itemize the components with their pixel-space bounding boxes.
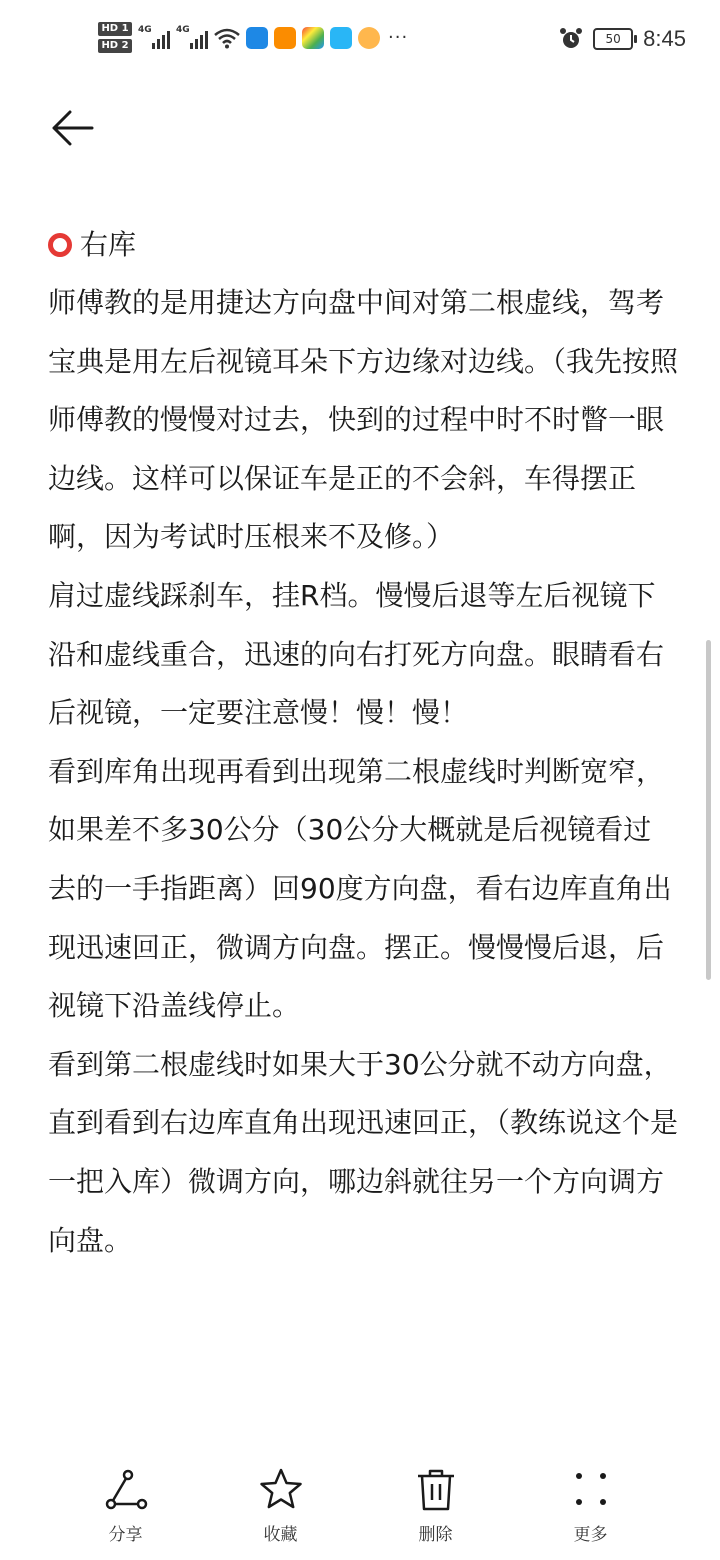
share-icon — [102, 1466, 150, 1514]
hd1-badge: HD 1 — [98, 22, 132, 36]
paragraph: 肩过虚线踩刹车，挂R档。慢慢后退等左后视镜下沿和虚线重合，迅速的向右打死方向盘。眼睛看右后视镜，一定要注意慢！慢！慢！ — [48, 578, 665, 730]
star-icon — [257, 1466, 305, 1514]
back-arrow-icon[interactable] — [48, 104, 96, 152]
delete-button[interactable] — [358, 1452, 513, 1560]
favorite-button[interactable] — [203, 1452, 358, 1560]
search-app-icon — [330, 27, 352, 49]
hd2-badge: HD 2 — [98, 39, 132, 53]
paragraph: 看到库角出现再看到出现第二根虚线时判断宽窄，如果差不多30公分（30公分大概就是后视镜看过去的一手指距离）回90度方向盘，看右边库直角出现迅速回正，微调方向盘。摆正。慢慢慢后退，后视镜下沿盖线停止。 — [48, 754, 672, 1023]
signal-label: 4G — [138, 24, 152, 35]
app-multicolor-icon — [302, 27, 324, 49]
app-character-icon — [358, 27, 380, 49]
battery-icon: 50 — [593, 28, 633, 50]
trash-icon — [412, 1466, 460, 1514]
signal-icon — [138, 24, 170, 49]
favorite-label: 收藏 — [263, 1525, 298, 1545]
more-dots-icon — [567, 1466, 615, 1514]
delete-label: 删除 — [418, 1525, 453, 1545]
red-circle-icon — [48, 233, 72, 257]
more-label: 更多 — [573, 1525, 608, 1545]
more-notifications-icon: ··· — [388, 27, 409, 48]
alarm-icon — [559, 27, 583, 51]
scrollbar[interactable] — [706, 640, 711, 980]
heading-text: 右库 — [80, 228, 137, 261]
share-label: 分享 — [108, 1525, 143, 1545]
wifi-icon — [214, 27, 240, 49]
app-blue-icon — [246, 27, 268, 49]
signal-label: 4G — [176, 24, 190, 35]
signal-icon — [176, 24, 208, 49]
paragraph: 看到第二根虚线时如果大于30公分就不动方向盘，直到看到右边库直角出现迅速回正，（教练说这个是一把入库）微调方向，哪边斜就往另一个方向调方向盘。 — [48, 1047, 679, 1257]
status-bar — [0, 0, 720, 88]
paragraph: 师傅教的是用捷达方向盘中间对第二根虚线，驾考宝典是用左后视镜耳朵下方边缘对边线。（我先按照师傅教的慢慢对过去，快到的过程中时不时瞥一眼边线。这样可以保证车是正的不会斜，车得摆正啊，因为考试时压根来不及修。） — [48, 286, 679, 554]
article-heading — [48, 216, 678, 274]
article-body — [48, 216, 678, 1270]
hd-indicator — [98, 22, 132, 53]
app-orange-icon — [274, 27, 296, 49]
bottom-toolbar — [0, 1452, 720, 1560]
share-button[interactable] — [48, 1452, 203, 1560]
clock: 8:45 — [643, 26, 686, 51]
more-button[interactable] — [513, 1452, 668, 1560]
